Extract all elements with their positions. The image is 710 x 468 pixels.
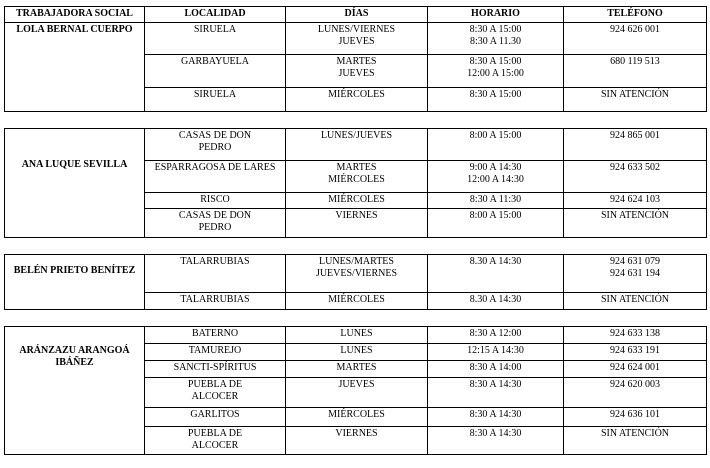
worker-name: ANA LUQUE SEVILLA	[5, 129, 145, 238]
cell-telefono: 924 624 103	[564, 193, 707, 209]
cell-localidad: SANCTI-SPÍRITUS	[145, 361, 286, 378]
cell-telefono: SIN ATENCIÓN	[564, 209, 707, 238]
cell-localidad: PUEBLA DE ALCOCER	[145, 427, 286, 455]
cell-dias: VIERNES	[286, 209, 428, 238]
table-row	[5, 23, 707, 55]
cell-telefono: 924 633 191	[564, 344, 707, 361]
cell-horario: 8:30 A 14:30	[428, 408, 564, 427]
cell-localidad: BATERNO	[145, 327, 286, 344]
cell-telefono: 924 865 001	[564, 129, 707, 161]
cell-dias: MIÉRCOLES	[286, 88, 428, 112]
cell-telefono: 680 119 513	[564, 55, 707, 88]
header-telefono: TELÉFONO	[564, 7, 707, 23]
cell-telefono: 924 631 079 924 631 194	[564, 255, 707, 293]
table-row	[5, 255, 707, 293]
group-spacer	[5, 112, 707, 129]
cell-localidad: RISCO	[145, 193, 286, 209]
header-localidad: LOCALIDAD	[145, 7, 286, 23]
cell-localidad: TAMUREJO	[145, 344, 286, 361]
cell-localidad: SIRUELA	[145, 88, 286, 112]
worker-name: BELÉN PRIETO BENÍTEZ	[5, 255, 145, 310]
cell-localidad: ESPARRAGOSA DE LARES	[145, 161, 286, 193]
table-row	[5, 327, 707, 344]
cell-localidad: CASAS DE DON PEDRO	[145, 129, 286, 161]
cell-telefono: 924 636 101	[564, 408, 707, 427]
cell-dias: LUNES/VIERNES JUEVES	[286, 23, 428, 55]
cell-dias: JUEVES	[286, 378, 428, 408]
cell-telefono: 924 626 001	[564, 23, 707, 55]
cell-telefono: 924 620 003	[564, 378, 707, 408]
cell-telefono: SIN ATENCIÓN	[564, 88, 707, 112]
cell-horario: 8:30 A 14:30	[428, 427, 564, 455]
cell-localidad: TALARRUBIAS	[145, 255, 286, 293]
cell-horario: 8:30 A 14:30	[428, 378, 564, 408]
header-trabajadora: TRABAJADORA SOCIAL	[5, 7, 145, 23]
cell-localidad: TALARRUBIAS	[145, 293, 286, 310]
schedule-table	[4, 6, 707, 455]
worker-name: LOLA BERNAL CUERPO	[5, 23, 145, 112]
cell-localidad: GARBAYUELA	[145, 55, 286, 88]
cell-telefono: 924 633 502	[564, 161, 707, 193]
cell-dias: MIÉRCOLES	[286, 408, 428, 427]
header-row	[5, 7, 707, 23]
header-dias: DÍAS	[286, 7, 428, 23]
cell-dias: LUNES	[286, 344, 428, 361]
cell-horario: 8:30 A 15:00	[428, 88, 564, 112]
cell-dias: MARTES MIÉRCOLES	[286, 161, 428, 193]
group-spacer	[5, 310, 707, 327]
cell-horario: 12:15 A 14:30	[428, 344, 564, 361]
cell-dias: MIÉRCOLES	[286, 293, 428, 310]
cell-telefono: 924 624 001	[564, 361, 707, 378]
cell-localidad: CASAS DE DON PEDRO	[145, 209, 286, 238]
cell-telefono: SIN ATENCIÓN	[564, 427, 707, 455]
cell-horario: 8:00 A 15:00	[428, 129, 564, 161]
cell-localidad: PUEBLA DE ALCOCER	[145, 378, 286, 408]
table-row	[5, 129, 707, 161]
cell-dias: MARTES	[286, 361, 428, 378]
cell-dias: VIERNES	[286, 427, 428, 455]
cell-horario: 8:30 A 11:30	[428, 193, 564, 209]
cell-horario: 8.30 A 14:30	[428, 293, 564, 310]
cell-horario: 8:00 A 15:00	[428, 209, 564, 238]
cell-dias: MARTES JUEVES	[286, 55, 428, 88]
header-horario: HORARIO	[428, 7, 564, 23]
cell-horario: 8:30 A 12:00	[428, 327, 564, 344]
cell-dias: MIÉRCOLES	[286, 193, 428, 209]
cell-horario: 8:30 A 15:00 12:00 A 15:00	[428, 55, 564, 88]
cell-dias: LUNES	[286, 327, 428, 344]
cell-horario: 8.30 A 14:30	[428, 255, 564, 293]
cell-localidad: GARLITOS	[145, 408, 286, 427]
cell-horario: 9:00 A 14:30 12:00 A 14:30	[428, 161, 564, 193]
cell-telefono: 924 633 138	[564, 327, 707, 344]
cell-horario: 8:30 A 15:00 8:30 A 11.30	[428, 23, 564, 55]
cell-localidad: SIRUELA	[145, 23, 286, 55]
cell-telefono: SIN ATENCIÓN	[564, 293, 707, 310]
cell-dias: LUNES/MARTES JUEVES/VIERNES	[286, 255, 428, 293]
group-spacer	[5, 238, 707, 255]
schedule-page	[4, 6, 706, 455]
cell-dias: LUNES/JUEVES	[286, 129, 428, 161]
worker-name: ARÁNZAZU ARANGOÁ IBÁÑEZ	[5, 327, 145, 455]
cell-horario: 8:30 A 14:00	[428, 361, 564, 378]
